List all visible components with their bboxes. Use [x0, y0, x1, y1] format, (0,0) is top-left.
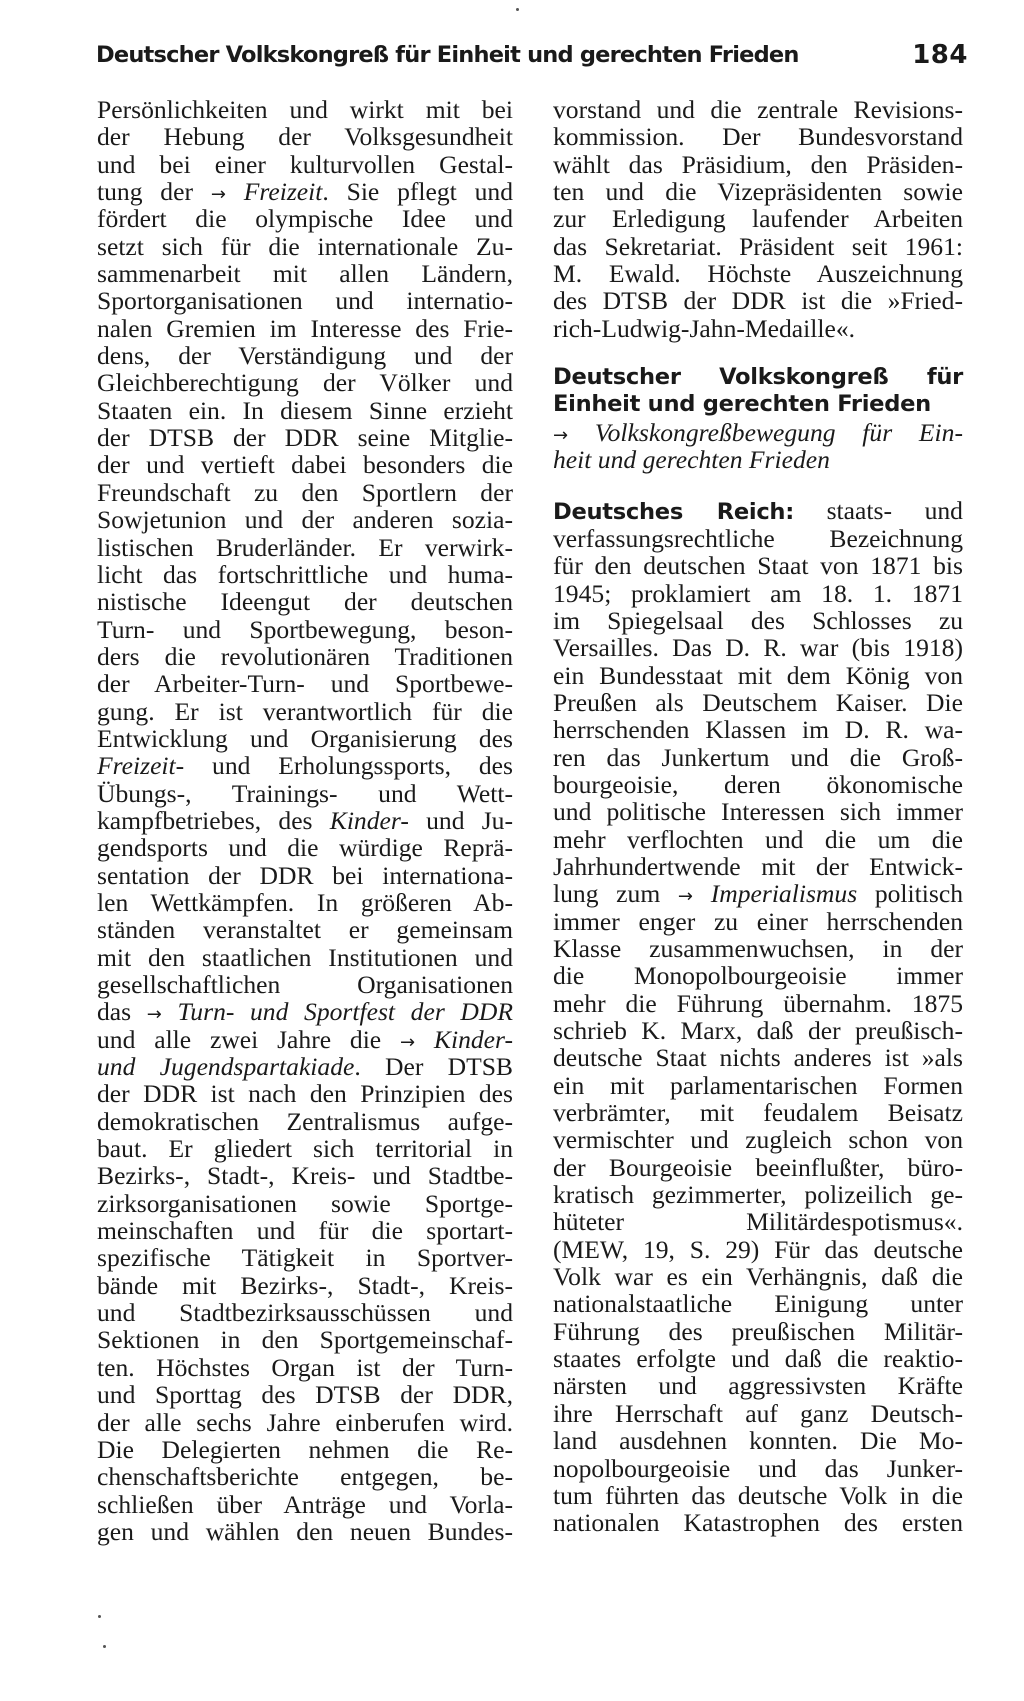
text-line: Persönlichkeiten und wirkt mit bei	[97, 95, 513, 124]
text-line: Turn- und Sportbewegung, beson-	[97, 614, 513, 644]
text-line: närsten und aggressivsten Kräfte	[553, 1371, 963, 1401]
cross-reference-link[interactable]: und Jugendspartakiade	[97, 1052, 355, 1082]
text-line: chenschaftsberichte entgegen, be-	[97, 1462, 513, 1492]
text-line: licht das fortschrittliche und huma-	[97, 559, 513, 589]
text-line: Volk war es ein Verhängnis, daß die	[553, 1262, 963, 1292]
text-line: im Spiegelsaal des Schlosses zu	[553, 605, 963, 635]
text-line: staates erfolgte und daß die reaktio-	[553, 1344, 963, 1374]
text-line: kommission. Der Bundesvorstand	[553, 122, 963, 152]
text-line: bourgeoisie, deren ökonomische	[553, 769, 963, 799]
cross-reference-line[interactable]	[553, 419, 963, 446]
text-line: nationalstaatliche Einigung unter	[553, 1289, 963, 1319]
cross-reference-line	[553, 446, 963, 473]
text-line: baut. Er gliedert sich territorial in	[97, 1134, 513, 1164]
arrow-icon: →	[399, 1031, 416, 1053]
text-line: immer enger zu einer herrschenden	[553, 906, 963, 936]
entry-first-line	[553, 497, 963, 524]
running-head	[96, 42, 968, 82]
text-line: Freizeit- und Erholungssports, des	[97, 751, 513, 781]
entry-body	[553, 525, 963, 1537]
text-line: herrschenden Klassen im D. R. wa-	[553, 715, 963, 745]
text-line: Die Delegierten nehmen die Re-	[97, 1434, 513, 1464]
entry-volkskongress	[553, 364, 963, 473]
text-line: nopolbourgeoisie und das Junker-	[553, 1453, 963, 1483]
text-line: dens, der Verständigung und der	[97, 341, 513, 371]
entry-headword-line: Einheit und gerechten Frieden	[553, 391, 931, 418]
text-line: der und vertieft dabei besonders die	[97, 450, 513, 480]
text-line: ein mit parlamentarischen Formen	[553, 1070, 963, 1100]
text-line: der alle sechs Jahre einberufen wird.	[97, 1407, 513, 1437]
text-line: gen und wählen den neuen Bundes-	[97, 1516, 513, 1546]
text-line: schließen über Anträge und Vorla-	[97, 1489, 513, 1519]
text-line: und Jugendspartakiade. Der DTSB	[97, 1052, 514, 1082]
text-line: spezifische Tätigkeit in Sportver-	[97, 1243, 513, 1273]
text-line: tung der → Freizeit. Sie pflegt und	[97, 177, 513, 207]
text-line: nalen Gremien im Interesse des Frie-	[97, 313, 513, 343]
text-line: lung zum → Imperialismus politisch	[553, 879, 963, 909]
text-line: verbrämter, mit feudalem Beisatz	[553, 1098, 963, 1128]
entry-headword: Deutsches Reich:	[553, 499, 794, 526]
text-line: kratisch gezimmerter, polizeilich ge-	[553, 1180, 963, 1210]
text-line: bände mit Bezirks-, Stadt-, Kreis-	[97, 1270, 513, 1300]
text-line: des DTSB der DDR ist die »Fried-	[553, 286, 963, 316]
text-line: der DTSB der DDR seine Mitglie-	[97, 423, 513, 453]
text-line: zur Erledigung laufender Arbeiten	[553, 204, 963, 234]
text-line: der Hebung der Volksgesundheit	[97, 122, 513, 152]
cross-reference-link[interactable]: Freizeit	[243, 177, 323, 207]
text-line: der DDR ist nach den Prinzipien des	[97, 1079, 513, 1109]
text-line: ein Bundesstaat mit dem König von	[553, 660, 963, 690]
entry-deutsches-reich	[553, 497, 963, 1536]
right-column	[553, 96, 963, 1537]
text-line: der Bourgeoisie beeinflußter, büro-	[553, 1152, 963, 1182]
text-line: das → Turn- und Sportfest der DDR	[97, 997, 514, 1027]
text-line: Führung des preußischen Militär-	[553, 1316, 963, 1346]
text-line: 1945; proklamiert am 18. 1. 1871	[553, 578, 963, 608]
text-line: kampfbetriebes, des Kinder- und Ju-	[97, 805, 513, 835]
text-line: wählt das Präsidium, den Präsiden-	[553, 149, 963, 179]
text-line: setzt sich für die internationale Zu-	[97, 231, 513, 261]
arrow-icon: →	[146, 1004, 162, 1026]
text-line: und bei einer kulturvollen Gestal-	[97, 149, 513, 179]
text-line: sammenarbeit mit allen Ländern,	[97, 259, 513, 289]
text-line: und alle zwei Jahre die → Kinder-	[97, 1024, 513, 1054]
cross-reference-link[interactable]: Volkskongreßbewegung für Ein-	[594, 417, 963, 447]
text-line: ren das Junkertum und die Groß-	[553, 742, 963, 772]
text-line: und Sporttag des DTSB der DDR,	[97, 1380, 513, 1410]
text-line: schrieb K. Marx, daß der preußisch-	[553, 1016, 963, 1045]
text-line: ihre Herrschaft auf ganz Deutsch-	[553, 1398, 963, 1428]
entry-headword-line: Deutscher Volkskongreß für	[553, 364, 963, 391]
text-line: Versailles. Das D. R. war (bis 1918)	[553, 633, 963, 663]
cross-reference-link[interactable]: Kinder-	[433, 1024, 513, 1054]
text-line: die Monopolbourgeoisie immer	[553, 961, 963, 991]
text-line: vorstand und die zentrale Revisions-	[553, 95, 963, 124]
text-line: len Wettkämpfen. In größeren Ab-	[97, 887, 513, 917]
entry-text: staats- und	[826, 496, 963, 526]
text-line: ten und die Vizepräsidenten sowie	[553, 177, 963, 207]
arrow-icon: →	[677, 886, 694, 908]
text-line: Übungs-, Trainings- und Wett-	[97, 778, 513, 808]
text-line: (MEW, 19, S. 29) Für das deutsche	[553, 1234, 963, 1264]
cross-reference-link[interactable]: Freizeit	[97, 751, 176, 781]
arrow-icon: →	[210, 184, 226, 206]
text-line: land ausdehnen konnten. Die Mo-	[553, 1426, 963, 1456]
running-head-title: Deutscher Volkskongreß für Einheit und gerechten Frieden	[96, 42, 799, 68]
text-line: ständen veranstaltet er gemeinsam	[97, 915, 513, 945]
text-line: und politische Interessen sich immer	[553, 797, 963, 827]
text-line: gung. Er ist verantwortlich für die	[97, 696, 513, 726]
text-line: das Sekretariat. Präsident seit 1961:	[553, 231, 963, 261]
text-line: für den deutschen Staat von 1871 bis	[553, 551, 963, 581]
text-line: Entwicklung und Organisierung des	[97, 723, 513, 753]
cross-reference-link[interactable]: Turn- und Sportfest der DDR	[177, 997, 514, 1027]
left-column	[97, 96, 513, 1545]
text-line: sentation der DDR bei internationa-	[97, 860, 513, 890]
cross-reference-link[interactable]: heit und gerechten Frieden	[553, 445, 830, 475]
text-line: M. Ewald. Höchste Auszeichnung	[553, 259, 963, 289]
text-line: ders die revolutionären Traditionen	[97, 641, 513, 671]
text-line: nationalen Katastrophen des ersten	[553, 1508, 963, 1538]
text-line: Gleichberechtigung der Völker und	[97, 368, 513, 398]
text-line: listischen Bruderländer. Er verwirk-	[97, 532, 513, 562]
text-line: gesellschaftlichen Organisationen	[97, 970, 513, 999]
text-line: nistische Ideengut der deutschen	[97, 587, 513, 617]
text-line: hüteter Militärdespotismus«.	[553, 1207, 963, 1237]
text-line: verfassungsrechtliche Bezeichnung	[553, 523, 963, 553]
cross-reference-link[interactable]: Kinder-	[329, 805, 409, 835]
text-line: Sektionen in den Sportgemeinschaf-	[97, 1325, 513, 1355]
text-line: Sowjetunion und der anderen sozia-	[97, 505, 513, 535]
text-line: demokratischen Zentralismus aufge-	[97, 1106, 513, 1136]
text-line: mehr die Führung übernahm. 1875	[553, 988, 963, 1018]
text-line: Staaten ein. In diesem Sinne erzieht	[97, 395, 513, 425]
text-line: Preußen als Deutschem Kaiser. Die	[553, 687, 963, 717]
text-line: Bezirks-, Stadt-, Kreis- und Stadtbe-	[97, 1161, 513, 1191]
page-number: 184	[912, 40, 968, 70]
text-line: fördert die olympische Idee und	[97, 204, 513, 234]
text-line: vermischter und zugleich schon von	[553, 1125, 963, 1155]
text-line: tum führten das deutsche Volk in die	[553, 1480, 963, 1510]
text-line: der Arbeiter-Turn- und Sportbewe-	[97, 669, 513, 699]
text-line: und Stadtbezirksausschüssen und	[97, 1298, 513, 1328]
text-line: mit den staatlichen Institutionen und	[97, 942, 513, 972]
dtsb-entry-continuation	[553, 96, 963, 342]
text-line: Sportorganisationen und internatio-	[97, 286, 513, 316]
text-line: Jahrhundertwende mit der Entwick-	[553, 851, 963, 881]
text-line: gendsports und die würdige Reprä-	[97, 833, 513, 863]
text-line: Klasse zusammenwuchsen, in der	[553, 933, 963, 963]
text-line: meinschaften und für die sportart-	[97, 1216, 513, 1246]
text-line: mehr verflochten und die um die	[553, 824, 963, 854]
arrow-icon: →	[553, 424, 569, 446]
cross-reference-link[interactable]: Imperialismus	[710, 879, 858, 909]
text-line: rich-Ludwig-Jahn-Medaille«.	[553, 313, 856, 343]
text-line: ten. Höchstes Organ ist der Turn-	[97, 1352, 513, 1382]
text-line: Freundschaft zu den Sportlern der	[97, 477, 513, 507]
text-line: zirksorganisationen sowie Sportge-	[97, 1188, 513, 1218]
text-line: deutsche Staat nichts anderes ist »als	[553, 1043, 963, 1073]
